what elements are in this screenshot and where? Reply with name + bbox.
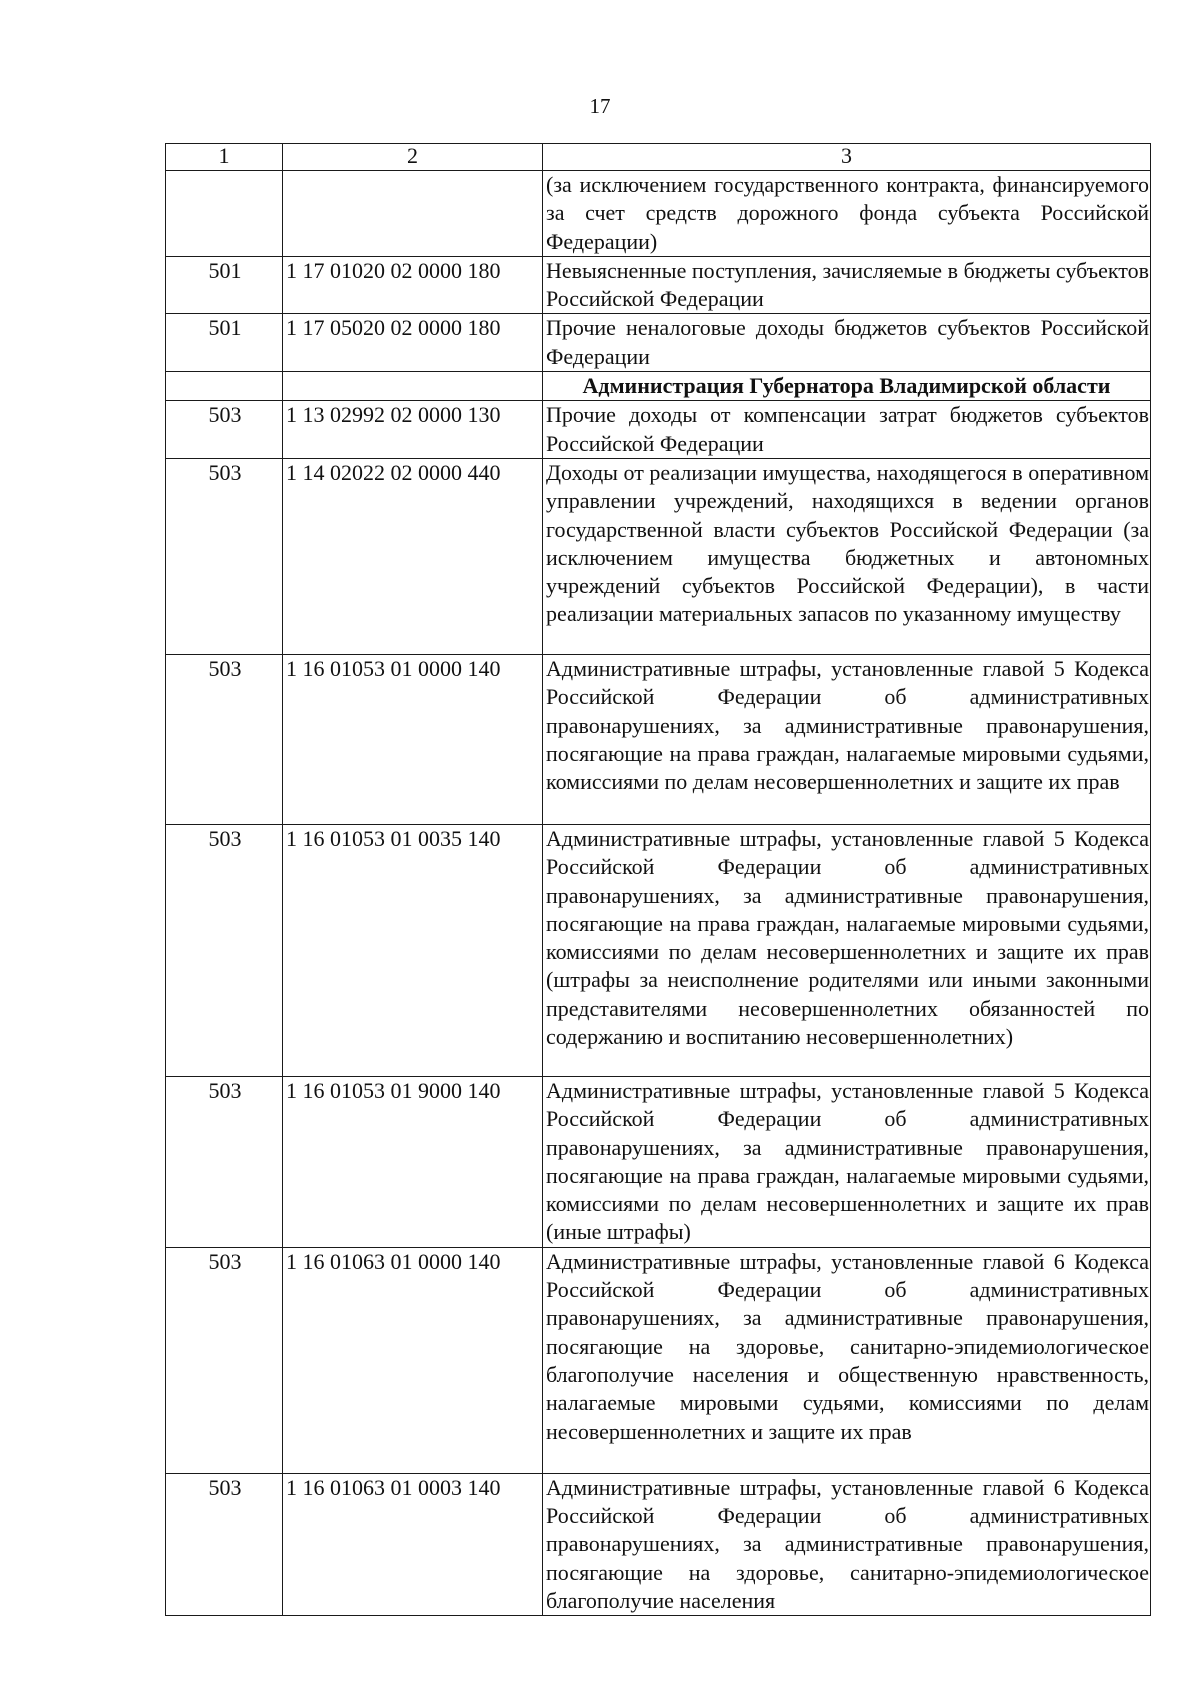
description-cell: Административные штрафы, установленные главой 5 Кодекса Российской Федерации об административных правонарушениях, за административные правонарушения, посягающие на права граждан, налагаемые мировыми судьями, комиссиями по делам несовершеннолетних и защите их прав (иные штрафы) [543, 1076, 1151, 1247]
description-cell: Прочие неналоговые доходы бюджетов субъектов Российской Федерации [543, 314, 1151, 372]
table-row [166, 1076, 1151, 1247]
revenue-codes-table [165, 143, 1151, 1616]
revenue-code-cell [283, 372, 543, 401]
revenue-code-cell: 1 17 01020 02 0000 180 [283, 256, 543, 314]
admin-code-cell [166, 171, 283, 257]
revenue-code-cell: 1 14 02022 02 0000 440 [283, 458, 543, 654]
admin-code-cell: 503 [166, 1473, 283, 1615]
table-row [166, 256, 1151, 314]
column-header-2: 2 [283, 144, 543, 171]
admin-code-cell: 503 [166, 401, 283, 459]
description-cell: Административные штрафы, установленные главой 5 Кодекса Российской Федерации об административных правонарушениях, за административные правонарушения, посягающие на права граждан, налагаемые мировыми судьями, комиссиями по делам несовершеннолетних и защите их прав [543, 654, 1151, 824]
revenue-code-cell: 1 16 01063 01 0000 140 [283, 1247, 543, 1473]
description-cell: Невыясненные поступления, зачисляемые в бюджеты субъектов Российской Федерации [543, 256, 1151, 314]
table-row [166, 171, 1151, 257]
admin-code-cell: 503 [166, 458, 283, 654]
column-header-1: 1 [166, 144, 283, 171]
admin-code-cell: 503 [166, 1076, 283, 1247]
page-number: 17 [589, 94, 611, 118]
description-cell: Административные штрафы, установленные главой 6 Кодекса Российской Федерации об административных правонарушениях, за административные правонарушения, посягающие на здоровье, санитарно-эпидемиологическое благополучие населения и общественную нравственность, налагаемые мировыми судьями, комиссиями по делам несовершеннолетних и защите их прав [543, 1247, 1151, 1473]
admin-code-cell: 501 [166, 314, 283, 372]
description-cell: (за исключением государственного контракта, финансируемого за счет средств дорожного фонда субъекта Российской Федерации) [543, 171, 1151, 257]
description-cell: Административные штрафы, установленные главой 6 Кодекса Российской Федерации об административных правонарушениях, за административные правонарушения, посягающие на здоровье, санитарно-эпидемиологическое благополучие населения [543, 1473, 1151, 1615]
revenue-code-cell: 1 16 01053 01 0000 140 [283, 654, 543, 824]
table-row [166, 1473, 1151, 1615]
table-row [166, 654, 1151, 824]
section-heading-row [166, 372, 1151, 401]
description-cell: Административные штрафы, установленные главой 5 Кодекса Российской Федерации об административных правонарушениях, за административные правонарушения, посягающие на права граждан, налагаемые мировыми судьями, комиссиями по делам несовершеннолетних и защите их прав (штрафы за неисполнение родителями или иными законными представителями несовершеннолетних обязанностей по содержанию и воспитанию несовершеннолетних) [543, 824, 1151, 1076]
admin-code-cell [166, 372, 283, 401]
description-cell: Доходы от реализации имущества, находящегося в оперативном управлении учреждений, находящихся в ведении органов государственной власти субъектов Российской Федерации (за исключением имущества бюджетных и автономных учреждений субъектов Российской Федерации), в части реализации материальных запасов по указанному имуществу [543, 458, 1151, 654]
admin-code-cell: 503 [166, 824, 283, 1076]
revenue-code-cell: 1 16 01053 01 9000 140 [283, 1076, 543, 1247]
revenue-code-cell [283, 171, 543, 257]
admin-code-cell: 503 [166, 1247, 283, 1473]
revenue-code-cell: 1 16 01063 01 0003 140 [283, 1473, 543, 1615]
table-row [166, 314, 1151, 372]
revenue-code-cell: 1 13 02992 02 0000 130 [283, 401, 543, 459]
table-row [166, 458, 1151, 654]
revenue-code-cell: 1 17 05020 02 0000 180 [283, 314, 543, 372]
revenue-code-cell: 1 16 01053 01 0035 140 [283, 824, 543, 1076]
table-row [166, 1247, 1151, 1473]
admin-code-cell: 501 [166, 256, 283, 314]
admin-code-cell: 503 [166, 654, 283, 824]
description-cell: Прочие доходы от компенсации затрат бюджетов субъектов Российской Федерации [543, 401, 1151, 459]
section-heading: Администрация Губернатора Владимирской области [543, 372, 1151, 401]
table-body [166, 171, 1151, 1616]
table-header-row [166, 144, 1151, 171]
table-row [166, 401, 1151, 459]
table-row [166, 824, 1151, 1076]
column-header-3: 3 [543, 144, 1151, 171]
table-header [166, 144, 1151, 171]
